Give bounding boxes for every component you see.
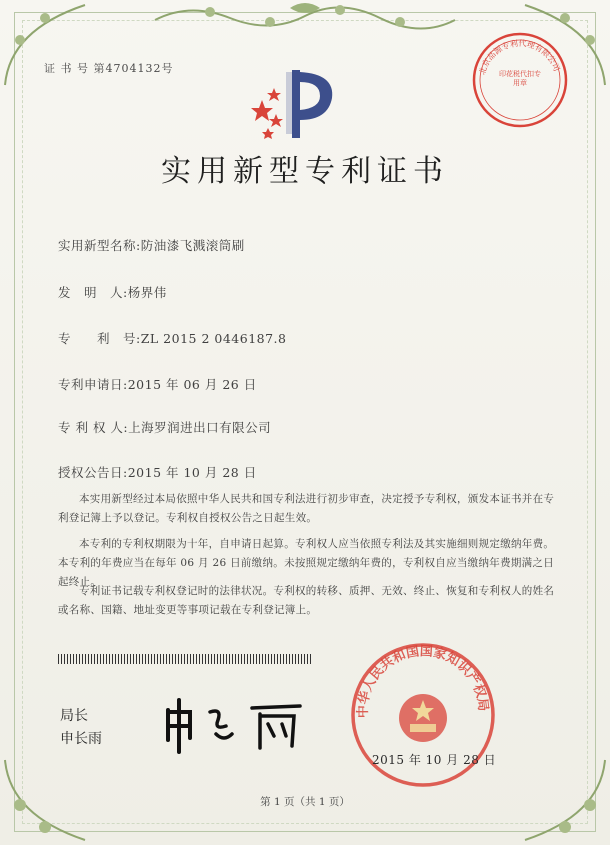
seal-top-ring-text: 北京品源专利代理有限公司 <box>477 38 562 76</box>
field-utility-model-name <box>58 236 245 254</box>
field-patent-number <box>58 329 287 347</box>
field-patentee <box>58 418 271 436</box>
field-value: 防油漆飞溅滚筒刷 <box>140 238 245 253</box>
seal-big-ring-text: 中华人民共和国国家知识产权局 <box>355 644 491 719</box>
paragraph-grant-decision: 本实用新型经过本局依照中华人民共和国专利法进行初步审查，决定授予专利权，颁发本证书并在专利登记簿上予以登记。专利权自授权公告之日起生效。 <box>58 493 555 524</box>
certificate-number: 证 书 号 第4704132号 <box>44 62 174 75</box>
field-value: 上海罗润进出口有限公司 <box>128 420 272 435</box>
field-label: 专 利 号: <box>58 331 141 346</box>
field-value: ZL 2015 2 0446187.8 <box>140 331 287 346</box>
field-value: 2015 年 06 月 26 日 <box>127 377 257 392</box>
page-number: 第 1 页（共 1 页） <box>260 796 350 808</box>
issue-date: 2015 年 10 月 28 日 <box>372 753 497 767</box>
director-signature-icon <box>160 690 310 760</box>
corner-ornament-top-left <box>0 0 90 90</box>
field-grant-date <box>58 463 257 481</box>
paragraph-legal-status: 专利证书记载专利权登记时的法律状况。专利权的转移、质押、无效、终止、恢复和专利权人的姓名或名称、国籍、地址变更等事项记载在专利登记簿上。 <box>58 585 555 616</box>
paragraph-term-and-fees: 本专利的专利权期限为十年，自申请日起算。专利权人应当依照专利法及其实施细则规定缴纳年费。本专利的年费应当在每年 06 月 26 日前缴纳。未按照规定缴纳年费的，专利权自应当缴纳年费期满之日起终止。 <box>58 538 555 588</box>
top-vine-ornament <box>150 0 460 36</box>
field-label: 发 明 人: <box>58 285 128 300</box>
field-label: 专 利 权 人: <box>58 420 129 435</box>
field-inventor <box>58 283 167 301</box>
barcode <box>58 654 312 664</box>
field-label: 实用新型名称: <box>58 238 141 253</box>
field-application-date <box>58 375 257 393</box>
agency-seal-top-right <box>470 30 570 130</box>
field-label: 专利申请日: <box>58 377 128 392</box>
certificate-title: 实用新型专利证书 <box>161 154 449 189</box>
patent-office-logo-icon <box>240 62 350 142</box>
field-value: 杨界伟 <box>127 285 167 300</box>
director-name: 申长雨 <box>60 731 102 747</box>
seal-top-center-text: 印花税代扣专用章 <box>499 70 541 87</box>
director-title: 局长 <box>60 708 88 724</box>
field-label: 授权公告日: <box>58 465 128 480</box>
field-value: 2015 年 10 月 28 日 <box>127 465 257 480</box>
